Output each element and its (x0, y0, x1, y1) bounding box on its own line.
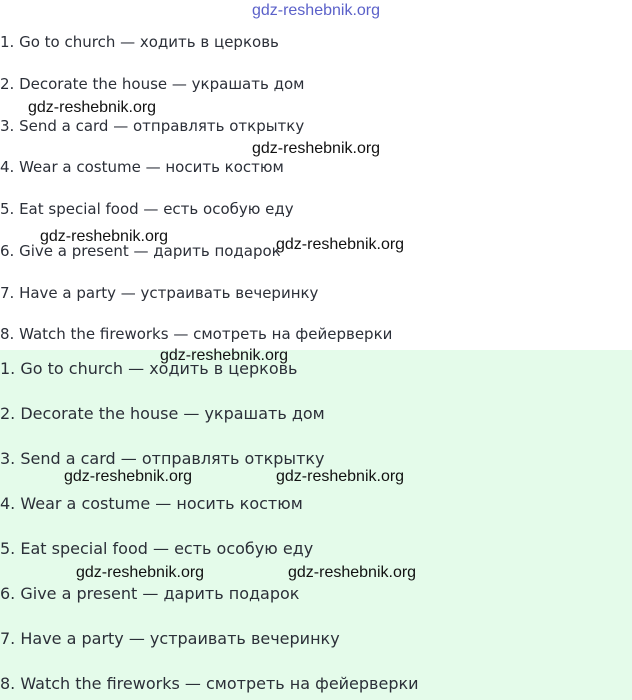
watermark: gdz-reshebnik.org (64, 468, 193, 485)
watermark: gdz-reshebnik.org (252, 140, 381, 157)
list-item: 5. Eat special food — есть особую еду (0, 539, 314, 558)
watermark: gdz-reshebnik.org (76, 564, 205, 581)
list-item: 6. Give a present — дарить подарок (0, 242, 281, 260)
list-item: 3. Send a card — отправлять открытку (0, 449, 325, 468)
watermark: gdz-reshebnik.org (28, 99, 157, 116)
bottom-list-block (0, 347, 632, 700)
list-item: 4. Wear a costume — носить костюм (0, 494, 303, 513)
list-item: 4. Wear a costume — носить костюм (0, 158, 284, 176)
watermark: gdz-reshebnik.org (276, 236, 405, 253)
watermark: gdz-reshebnik.org (160, 347, 289, 364)
watermark: gdz-reshebnik.org (276, 468, 405, 485)
header-watermark: gdz-reshebnik.org (251, 2, 381, 19)
list-item: 2. Decorate the house — украшать дом (0, 75, 305, 93)
list-item: 5. Eat special food — есть особую еду (0, 200, 294, 218)
list-item: 1. Go to church — ходить в церковь (0, 33, 279, 51)
watermark: gdz-reshebnik.org (40, 228, 169, 245)
list-item: 1. Go to church — ходить в церковь (0, 359, 298, 378)
list-item: 7. Have a party — устраивать вечеринку (0, 629, 340, 648)
list-item: 7. Have a party — устраивать вечеринку (0, 284, 319, 302)
list-item: 8. Watch the fireworks — смотреть на фейерверки (0, 674, 419, 693)
list-item: 6. Give a present — дарить подарок (0, 584, 300, 603)
list-item: 2. Decorate the house — украшать дом (0, 404, 325, 423)
watermark: gdz-reshebnik.org (288, 564, 417, 581)
list-item: 8. Watch the fireworks — смотреть на фейерверки (0, 325, 393, 343)
list-item: 3. Send a card — отправлять открытку (0, 117, 305, 135)
